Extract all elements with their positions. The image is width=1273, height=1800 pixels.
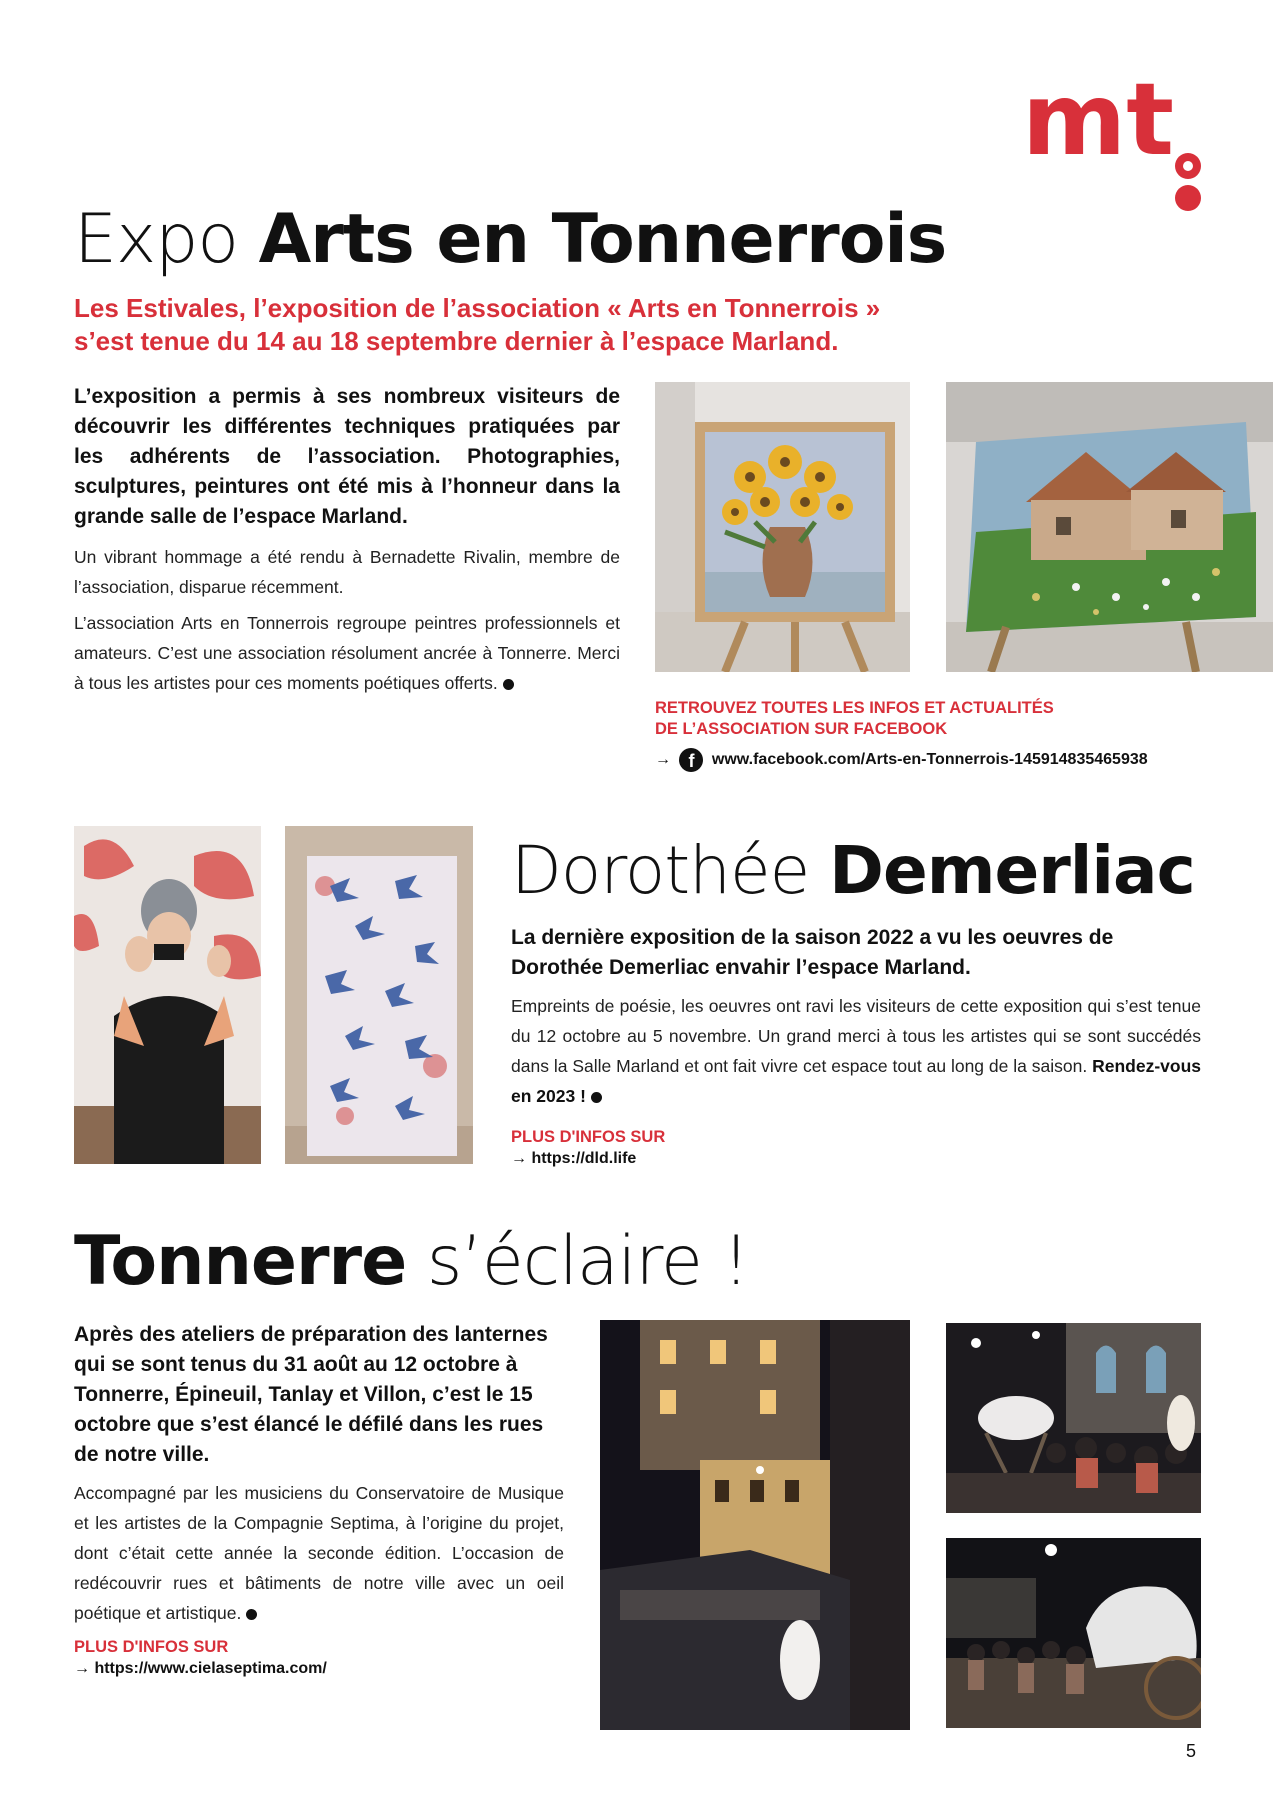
septima-link[interactable] (74, 1660, 327, 1678)
section2-info-label: PLUS D'INFOS SUR (511, 1128, 666, 1146)
arrow-right-icon: → (74, 1660, 90, 1677)
section1-para2 (74, 608, 620, 698)
section1-body (74, 542, 620, 698)
arrow-right-icon: → (655, 751, 671, 769)
photo-night-street (600, 1320, 910, 1730)
facebook-icon: f (679, 748, 703, 772)
dld-url: https://dld.life (531, 1150, 637, 1167)
section1-para1: Un vibrant hommage a été rendu à Bernadette Rivalin, membre de l’association, disparue récemment. (74, 547, 620, 597)
section1-para2-text: L’association Arts en Tonnerrois regroupe peintres professionnels et amateurs. C’est une association résolument ancrée à Tonnerre. Merci à tous les artistes pour ces moments poétiques offerts. (74, 613, 620, 693)
section1-info-label (655, 698, 1215, 740)
section3-title (74, 1222, 749, 1302)
section1-title (74, 200, 946, 280)
photo-artist-portrait (74, 826, 261, 1164)
section1-lead: L’exposition a permis à ses nombreux visiteurs de découvrir les différentes techniques pratiquées par les adhérents de l’association. Photographies, sculptures, peintures ont été mis à l’honneur dans la grande salle de l’espace Marland. (74, 385, 620, 528)
photo-house-painting (946, 382, 1273, 672)
photo-sunflower-painting (655, 382, 910, 672)
section2-text (511, 923, 1201, 1117)
section3-title-bold: Tonnerre (74, 1222, 407, 1301)
section1-subtitle-line2: s’est tenue du 14 au 18 septembre dernier à l’espace Marland. (74, 326, 839, 356)
section1-text (74, 382, 620, 704)
septima-url: https://www.cielaseptima.com/ (94, 1660, 327, 1677)
section2-title (511, 832, 1195, 910)
section3-lead: Après des ateliers de préparation des lanternes qui se sont tenus du 31 août au 12 octobre à Tonnerre, Épineuil, Tanlay et Villon, c’est le 15 octobre que s’est élancé le défilé dans les rues de notre ville. (74, 1323, 548, 1466)
section2-para (511, 991, 1201, 1111)
section2-para-bold: Rendez-vous en 2023 ! (511, 1056, 1201, 1106)
facebook-link[interactable] (655, 748, 1148, 772)
dld-link[interactable] (511, 1150, 636, 1168)
end-dot-icon (591, 1092, 602, 1103)
section2-title-thin: Dorothée (511, 832, 830, 909)
section3-para-text: Accompagné par les musiciens du Conservatoire de Musique et les artistes de la Compagnie Septima, à l’origine du projet, dont c’était cette année la seconde édition. L’occasion de redécouvrir rues et bâtiments de notre ville avec un oeil poétique et artistique. (74, 1483, 564, 1623)
section2-title-bold: Demerliac (829, 832, 1195, 909)
section3-body (74, 1478, 564, 1628)
section2-para-text: Empreints de poésie, les oeuvres ont ravi les visiteurs de cette exposition qui s’est tenue du 12 octobre au 5 novembre. Un grand merci à tous les artistes qui se sont succédés dans la Salle Marland et ont fait vivre cet espace tout au long de la saison. (511, 996, 1201, 1076)
section2-body (511, 991, 1201, 1111)
section3-para (74, 1478, 564, 1628)
section1-info-line2: DE L’ASSOCIATION SUR FACEBOOK (655, 720, 948, 738)
logo-mark-icon (1022, 70, 1202, 220)
page-number: 5 (1186, 1741, 1197, 1761)
end-dot-icon (246, 1609, 257, 1620)
section1-title-thin: Expo (74, 200, 259, 279)
arrow-right-icon: → (511, 1150, 527, 1167)
photo-blue-birds-artwork (285, 826, 473, 1164)
photo-lantern-parade-2 (946, 1538, 1201, 1728)
facebook-url: www.facebook.com/Arts-en-Tonnerrois-145914835465938 (711, 751, 1148, 769)
section1-subtitle-line1: Les Estivales, l’exposition de l’association « Arts en Tonnerrois » (74, 293, 881, 323)
section3-text (74, 1320, 564, 1634)
section1-title-bold: Arts en Tonnerrois (258, 200, 947, 279)
section2-lead: La dernière exposition de la saison 2022 a vu les oeuvres de Dorothée Demerliac envahir l’espace Marland. (511, 926, 1114, 979)
section1-subtitle (74, 292, 1034, 358)
section3-info-label: PLUS D'INFOS SUR (74, 1638, 229, 1656)
section3-title-thin: s’éclaire ! (406, 1222, 749, 1301)
section1-info-line1: RETROUVEZ TOUTES LES INFOS ET ACTUALITÉS (655, 699, 1054, 717)
logo-text: mt (1022, 70, 1175, 178)
end-dot-icon (503, 679, 514, 690)
photo-lantern-parade-1 (946, 1323, 1201, 1513)
magazine-logo (1022, 70, 1202, 220)
